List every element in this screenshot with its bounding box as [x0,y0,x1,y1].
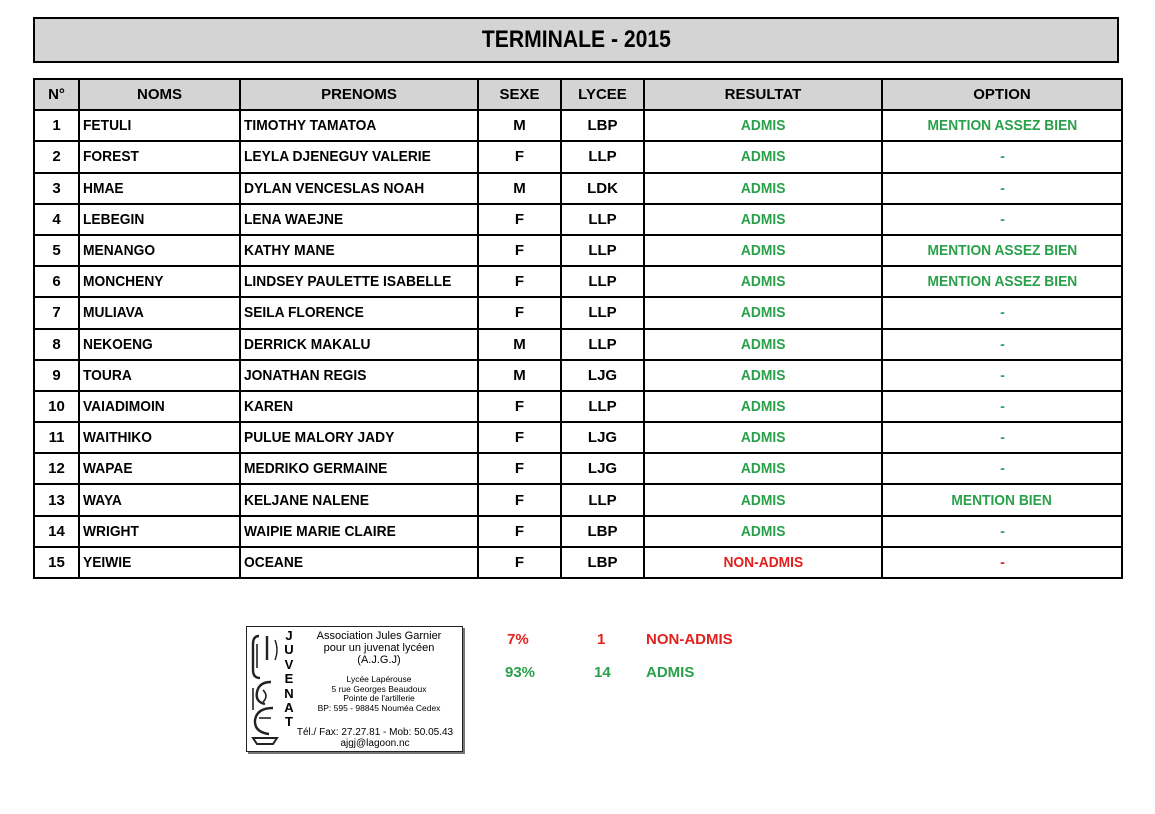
table-row [34,391,1122,422]
cell-number [34,297,79,328]
cell-number-text: 3 [52,179,61,197]
cell-number-text: 1 [52,117,61,135]
cell-resultat [644,484,882,515]
cell-sexe-text: F [514,242,525,260]
summary-nonadmis-count: 1 [597,631,606,648]
cell-nom [79,204,240,235]
cell-number [34,484,79,515]
cell-resultat [644,204,882,235]
stamp-letter: T [285,714,293,730]
cell-nom [79,266,240,297]
cell-prenom-text: SEILA FLORENCE [244,304,364,322]
cell-lycee-text: LJG [587,429,618,447]
cell-sexe [478,235,561,266]
table-row [34,173,1122,204]
cell-prenom-text: KAREN [244,397,294,415]
cell-lycee [561,422,644,453]
cell-nom [79,173,240,204]
cell-resultat [644,297,882,328]
cell-option [882,391,1122,422]
cell-option-text: - [999,366,1005,384]
cell-nom [79,391,240,422]
cell-nom-text: WAITHIKO [83,429,152,447]
stamp-letter: E [284,671,294,687]
cell-sexe [478,484,561,515]
cell-sexe-text: M [513,366,526,384]
cell-sexe [478,110,561,141]
cell-resultat-text: ADMIS [740,210,786,228]
cell-lycee-text: LDK [587,179,618,197]
cell-nom [79,235,240,266]
juvenat-logo-icon [249,630,283,748]
table-row [34,141,1122,172]
cell-number [34,516,79,547]
cell-option-text: MENTION ASSEZ BIEN [927,242,1077,260]
stamp-letter: J [285,628,293,643]
cell-nom-text: WAYA [83,491,122,509]
table-row [34,329,1122,360]
cell-number [34,391,79,422]
cell-resultat-text: ADMIS [740,273,786,291]
cell-resultat [644,516,882,547]
cell-nom-text: LEBEGIN [83,210,145,228]
cell-lycee-text: LBP [587,522,618,540]
cell-lycee [561,391,644,422]
cell-option-text: - [999,304,1005,322]
cell-lycee [561,204,644,235]
cell-option-text: - [999,179,1005,197]
cell-option-text: MENTION ASSEZ BIEN [927,117,1077,135]
stamp-address [297,675,461,713]
cell-resultat-text: ADMIS [740,148,786,166]
cell-number [34,141,79,172]
header-resultat: RESULTAT [644,79,882,110]
cell-resultat [644,422,882,453]
stamp-address-line: Pointe de l'artillerie [343,693,415,703]
results-table [33,78,1123,579]
cell-resultat [644,453,882,484]
stamp-address-line: 5 rue Georges Beaudoux [331,683,427,694]
stamp-address-line: BP: 595 - 98845 Nouméa Cedex [317,702,441,713]
cell-number [34,547,79,578]
cell-sexe-text: F [514,304,525,322]
cell-resultat [644,235,882,266]
cell-prenom-text: JONATHAN REGIS [244,366,367,384]
cell-sexe [478,547,561,578]
cell-nom-text: YEIWIE [83,553,132,571]
cell-lycee-text: LLP [588,397,617,415]
cell-option [882,297,1122,328]
cell-lycee-text: LBP [587,553,618,571]
cell-sexe [478,204,561,235]
table-header-row [34,79,1122,110]
cell-number [34,360,79,391]
summary-admis-percent: 93% [505,664,536,681]
cell-prenom [240,235,478,266]
cell-prenom [240,484,478,515]
stamp-vertical-letters [283,629,295,730]
stamp-contact [287,727,463,749]
cell-lycee [561,173,644,204]
cell-resultat [644,360,882,391]
cell-sexe-text: F [514,273,525,291]
cell-nom [79,297,240,328]
cell-resultat-text: ADMIS [740,522,786,540]
cell-resultat [644,547,882,578]
cell-number-text: 7 [52,304,61,322]
cell-nom-text: VAIADIMOIN [83,397,165,415]
cell-prenom [240,110,478,141]
summary-admis-label: ADMIS [646,664,695,681]
cell-lycee-text: LJG [587,460,618,478]
cell-option [882,266,1122,297]
cell-number-text: 4 [52,210,61,228]
cell-prenom [240,516,478,547]
cell-option-text: - [999,210,1005,228]
cell-number [34,173,79,204]
table-row [34,360,1122,391]
cell-option-text: MENTION BIEN [951,491,1053,509]
cell-prenom-text: LENA WAEJNE [244,210,344,228]
cell-lycee [561,110,644,141]
cell-lycee-text: LLP [588,335,617,353]
cell-lycee-text: LJG [587,366,618,384]
cell-prenom [240,173,478,204]
cell-prenom [240,141,478,172]
cell-sexe-text: F [514,210,525,228]
cell-sexe-text: F [514,491,525,509]
cell-prenom [240,297,478,328]
cell-option [882,360,1122,391]
cell-number [34,266,79,297]
cell-lycee [561,453,644,484]
header-noms: NOMS [79,79,240,110]
summary-nonadmis-percent: 7% [507,631,529,648]
cell-lycee [561,297,644,328]
cell-resultat-text: ADMIS [740,366,786,384]
cell-nom-text: WAPAE [83,460,133,478]
stamp-phone: Tél./ Fax: 27.27.81 - Mob: 50.05.43 [296,727,454,738]
cell-prenom [240,453,478,484]
cell-prenom-text: OCEANE [244,553,304,571]
cell-prenom-text: KELJANE NALENE [244,491,369,509]
cell-prenom [240,547,478,578]
cell-prenom [240,329,478,360]
stamp-line: Association Jules Garnier [316,630,442,642]
cell-sexe [478,391,561,422]
cell-resultat-text: ADMIS [740,335,786,353]
cell-option-text: - [999,429,1005,447]
cell-number-text: 6 [52,273,61,291]
cell-prenom-text: MEDRIKO GERMAINE [244,460,388,478]
cell-number [34,422,79,453]
cell-number-text: 5 [52,242,61,260]
cell-sexe [478,266,561,297]
cell-resultat [644,391,882,422]
cell-number [34,329,79,360]
cell-lycee [561,484,644,515]
summary-nonadmis-label: NON-ADMIS [646,631,733,648]
cell-prenom [240,204,478,235]
cell-nom [79,484,240,515]
cell-resultat-text: ADMIS [740,304,786,322]
cell-sexe-text: F [514,522,525,540]
cell-nom [79,110,240,141]
cell-nom-text: TOURA [83,366,132,384]
cell-lycee [561,360,644,391]
cell-lycee-text: LBP [587,117,618,135]
cell-prenom-text: WAIPIE MARIE CLAIRE [244,522,396,540]
table-row [34,297,1122,328]
cell-number-text: 8 [52,335,61,353]
stamp-email: ajgj@lagoon.nc [340,738,410,749]
cell-prenom-text: PULUE MALORY JADY [244,429,395,447]
header-number: N° [34,79,79,110]
cell-nom-text: NEKOENG [83,335,153,353]
cell-sexe-text: F [514,460,525,478]
association-stamp [246,626,463,752]
cell-resultat-text: ADMIS [740,460,786,478]
cell-lycee [561,235,644,266]
cell-sexe-text: F [514,429,525,447]
table-row [34,484,1122,515]
cell-nom-text: FOREST [83,148,139,166]
cell-option [882,110,1122,141]
cell-number-text: 13 [48,491,65,509]
table-row [34,422,1122,453]
cell-option-text: - [999,553,1005,571]
cell-prenom-text: KATHY MANE [244,242,335,260]
cell-number-text: 14 [48,522,65,540]
cell-resultat-text: ADMIS [740,179,786,197]
header-prenoms: PRENOMS [240,79,478,110]
cell-prenom-text: DYLAN VENCESLAS NOAH [244,179,425,197]
cell-resultat-text: ADMIS [740,117,786,135]
summary-admis-count: 14 [594,664,611,681]
cell-nom-text: HMAE [83,179,124,197]
cell-nom-text: MONCHENY [83,273,164,291]
cell-nom-text: FETULI [83,117,132,135]
cell-lycee-text: LLP [588,273,617,291]
stamp-letter: U [284,642,294,658]
stamp-address-line: Lycée Lapérouse [346,674,412,684]
cell-lycee-text: LLP [588,242,617,260]
cell-sexe-text: F [514,148,525,166]
stamp-line: (A.J.G.J) [357,654,401,666]
header-option: OPTION [882,79,1122,110]
cell-number [34,110,79,141]
page-title: TERMINALE - 2015 [481,26,671,53]
cell-sexe-text: M [513,117,526,135]
cell-option [882,204,1122,235]
cell-number-text: 10 [48,397,65,415]
table-row [34,110,1122,141]
header-lycee: LYCEE [561,79,644,110]
cell-sexe [478,453,561,484]
cell-sexe-text: F [514,397,525,415]
cell-nom [79,360,240,391]
cell-nom [79,329,240,360]
cell-lycee-text: LLP [588,304,617,322]
cell-nom [79,453,240,484]
cell-number [34,235,79,266]
cell-option-text: - [999,460,1005,478]
cell-nom-text: WRIGHT [83,522,139,540]
cell-option [882,516,1122,547]
cell-number-text: 9 [52,366,61,384]
cell-option [882,235,1122,266]
cell-prenom-text: LEYLA DJENEGUY VALERIE [244,148,431,166]
cell-prenom-text: DERRICK MAKALU [244,335,371,353]
cell-resultat [644,110,882,141]
cell-resultat-text: ADMIS [740,397,786,415]
cell-sexe [478,297,561,328]
stamp-association-name [297,630,461,666]
cell-prenom-text: TIMOTHY TAMATOA [244,117,377,135]
table-row [34,453,1122,484]
cell-option-text: - [999,335,1005,353]
page-title-box [33,17,1119,63]
stamp-line: pour un juvenat lycéen [323,642,435,654]
cell-nom-text: MENANGO [83,242,156,260]
cell-sexe [478,422,561,453]
cell-number [34,204,79,235]
stamp-letter: N [284,685,294,701]
cell-sexe-text: F [514,553,525,571]
cell-sexe [478,329,561,360]
cell-lycee-text: LLP [588,491,617,509]
cell-nom [79,516,240,547]
cell-resultat [644,173,882,204]
cell-number-text: 2 [52,148,61,166]
cell-lycee-text: LLP [588,148,617,166]
cell-lycee [561,516,644,547]
cell-lycee [561,141,644,172]
cell-sexe [478,141,561,172]
cell-sexe [478,173,561,204]
cell-sexe-text: M [513,335,526,353]
cell-lycee [561,547,644,578]
cell-resultat [644,329,882,360]
cell-option [882,422,1122,453]
cell-prenom [240,422,478,453]
stamp-letter: A [284,699,294,715]
cell-sexe [478,516,561,547]
cell-lycee [561,329,644,360]
table-row [34,516,1122,547]
cell-prenom [240,360,478,391]
cell-lycee-text: LLP [588,210,617,228]
cell-number [34,453,79,484]
cell-nom-text: MULIAVA [83,304,144,322]
table-row [34,204,1122,235]
cell-nom [79,547,240,578]
cell-option-text: - [999,397,1005,415]
cell-resultat-text: ADMIS [740,429,786,447]
cell-resultat-text: NON-ADMIS [723,553,803,571]
cell-sexe [478,360,561,391]
cell-option-text: - [999,148,1005,166]
table-row [34,235,1122,266]
table-row [34,266,1122,297]
cell-lycee [561,266,644,297]
cell-resultat [644,266,882,297]
cell-number-text: 11 [48,429,65,447]
cell-sexe-text: M [513,179,526,197]
stamp-letter: V [284,656,294,672]
cell-resultat-text: ADMIS [740,242,786,260]
cell-option [882,141,1122,172]
header-sexe: SEXE [478,79,561,110]
cell-prenom [240,266,478,297]
cell-resultat [644,141,882,172]
cell-option-text: MENTION ASSEZ BIEN [927,273,1077,291]
cell-resultat-text: ADMIS [740,491,786,509]
cell-prenom [240,391,478,422]
cell-option [882,173,1122,204]
cell-option [882,547,1122,578]
table-row [34,547,1122,578]
cell-option [882,484,1122,515]
cell-nom [79,141,240,172]
cell-number-text: 15 [48,553,65,571]
cell-nom [79,422,240,453]
cell-prenom-text: LINDSEY PAULETTE ISABELLE [244,273,452,291]
cell-number-text: 12 [48,460,65,478]
cell-option [882,329,1122,360]
cell-option [882,453,1122,484]
cell-option-text: - [999,522,1005,540]
